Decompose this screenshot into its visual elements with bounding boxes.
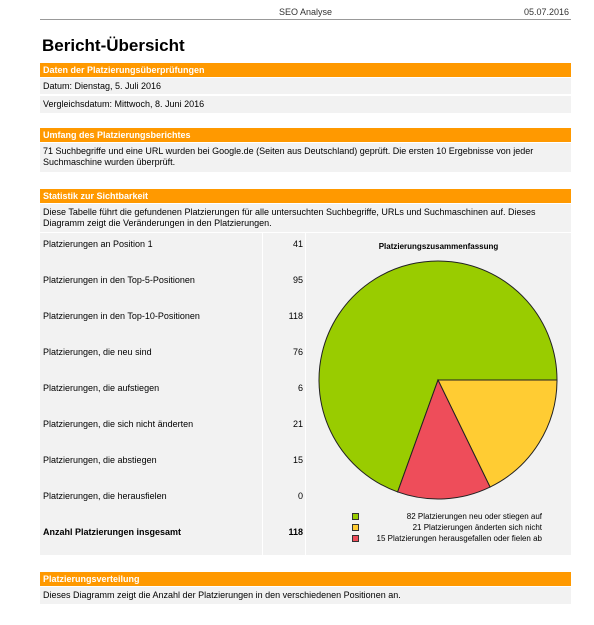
legend-swatch xyxy=(352,513,359,520)
legend-label: 15 Platzierungen herausgefallen oder fielen ab xyxy=(376,534,542,543)
compare-date-line: Vergleichsdatum: Mittwoch, 8. Juni 2016 xyxy=(40,96,571,113)
stat-row xyxy=(40,269,305,305)
legend-item xyxy=(352,512,542,523)
section-heading-data: Daten der Platzierungsüberprüfungen xyxy=(40,63,571,77)
pie-chart xyxy=(306,253,571,523)
stat-value: 118 xyxy=(288,527,303,537)
stat-value: 15 xyxy=(292,455,303,465)
stat-label: Platzierungen an Position 1 xyxy=(43,239,153,249)
pie-chart-panel xyxy=(306,233,571,555)
legend-label: 21 Platzierungen änderten sich nicht xyxy=(412,523,542,532)
stat-label: Platzierungen in den Top-5-Positionen xyxy=(43,275,195,285)
chart-legend xyxy=(352,512,542,545)
stat-row xyxy=(40,341,305,377)
stat-label: Platzierungen, die neu sind xyxy=(43,347,152,357)
stat-label: Platzierungen, die herausfielen xyxy=(43,491,167,501)
scope-text: 71 Suchbegriffe und eine URL wurden bei Google.de (Seiten aus Deutschland) geprüft. Die ersten 10 Ergebnisse von jeder Suchmaschine wurden überprüft. xyxy=(40,143,571,172)
section-heading-statistics: Statistik zur Sichtbarkeit xyxy=(40,189,571,203)
stat-value: 118 xyxy=(288,311,303,321)
stat-label: Platzierungen, die aufstiegen xyxy=(43,383,160,393)
legend-item xyxy=(352,523,542,534)
stat-row xyxy=(40,485,305,521)
distribution-text: Dieses Diagramm zeigt die Anzahl der Platzierungen in den verschiedenen Positionen an. xyxy=(40,587,571,604)
legend-swatch xyxy=(352,535,359,542)
stat-row xyxy=(40,233,305,269)
stat-row xyxy=(40,413,305,449)
section-heading-distribution: Platzierungsverteilung xyxy=(40,572,571,586)
legend-label: 82 Platzierungen neu oder stiegen auf xyxy=(406,512,542,521)
legend-swatch xyxy=(352,524,359,531)
stat-row xyxy=(40,449,305,485)
stat-value: 76 xyxy=(292,347,303,357)
stat-row xyxy=(40,377,305,413)
stat-label: Platzierungen in den Top-10-Positionen xyxy=(43,311,200,321)
header-title: SEO Analyse xyxy=(278,7,333,17)
stat-row xyxy=(40,305,305,341)
page-header xyxy=(40,6,571,20)
stat-value: 0 xyxy=(297,491,303,501)
stat-value: 6 xyxy=(297,383,303,393)
chart-title: Platzierungszusammenfassung xyxy=(378,242,499,251)
stat-label: Platzierungen, die sich nicht änderten xyxy=(43,419,194,429)
stat-label: Anzahl Platzierungen insgesamt xyxy=(43,527,182,537)
statistics-intro: Diese Tabelle führt die gefundenen Platzierungen für alle untersuchten Suchbegriffe, URLs und Suchmaschinen auf. Dieses Diagramm zeigt die Veränderungen in den Platzierungen. xyxy=(40,204,571,232)
stat-value: 21 xyxy=(292,419,303,429)
page-title: Bericht-Übersicht xyxy=(42,36,185,55)
stat-label: Platzierungen, die abstiegen xyxy=(43,455,157,465)
stat-row-total xyxy=(40,521,305,555)
stat-value: 95 xyxy=(292,275,303,285)
stat-value: 41 xyxy=(292,239,303,249)
date-line: Datum: Dienstag, 5. Juli 2016 xyxy=(40,78,571,95)
legend-item xyxy=(352,534,542,545)
section-heading-scope: Umfang des Platzierungsberichtes xyxy=(40,128,571,142)
header-date: 05.07.2016 xyxy=(523,7,569,17)
